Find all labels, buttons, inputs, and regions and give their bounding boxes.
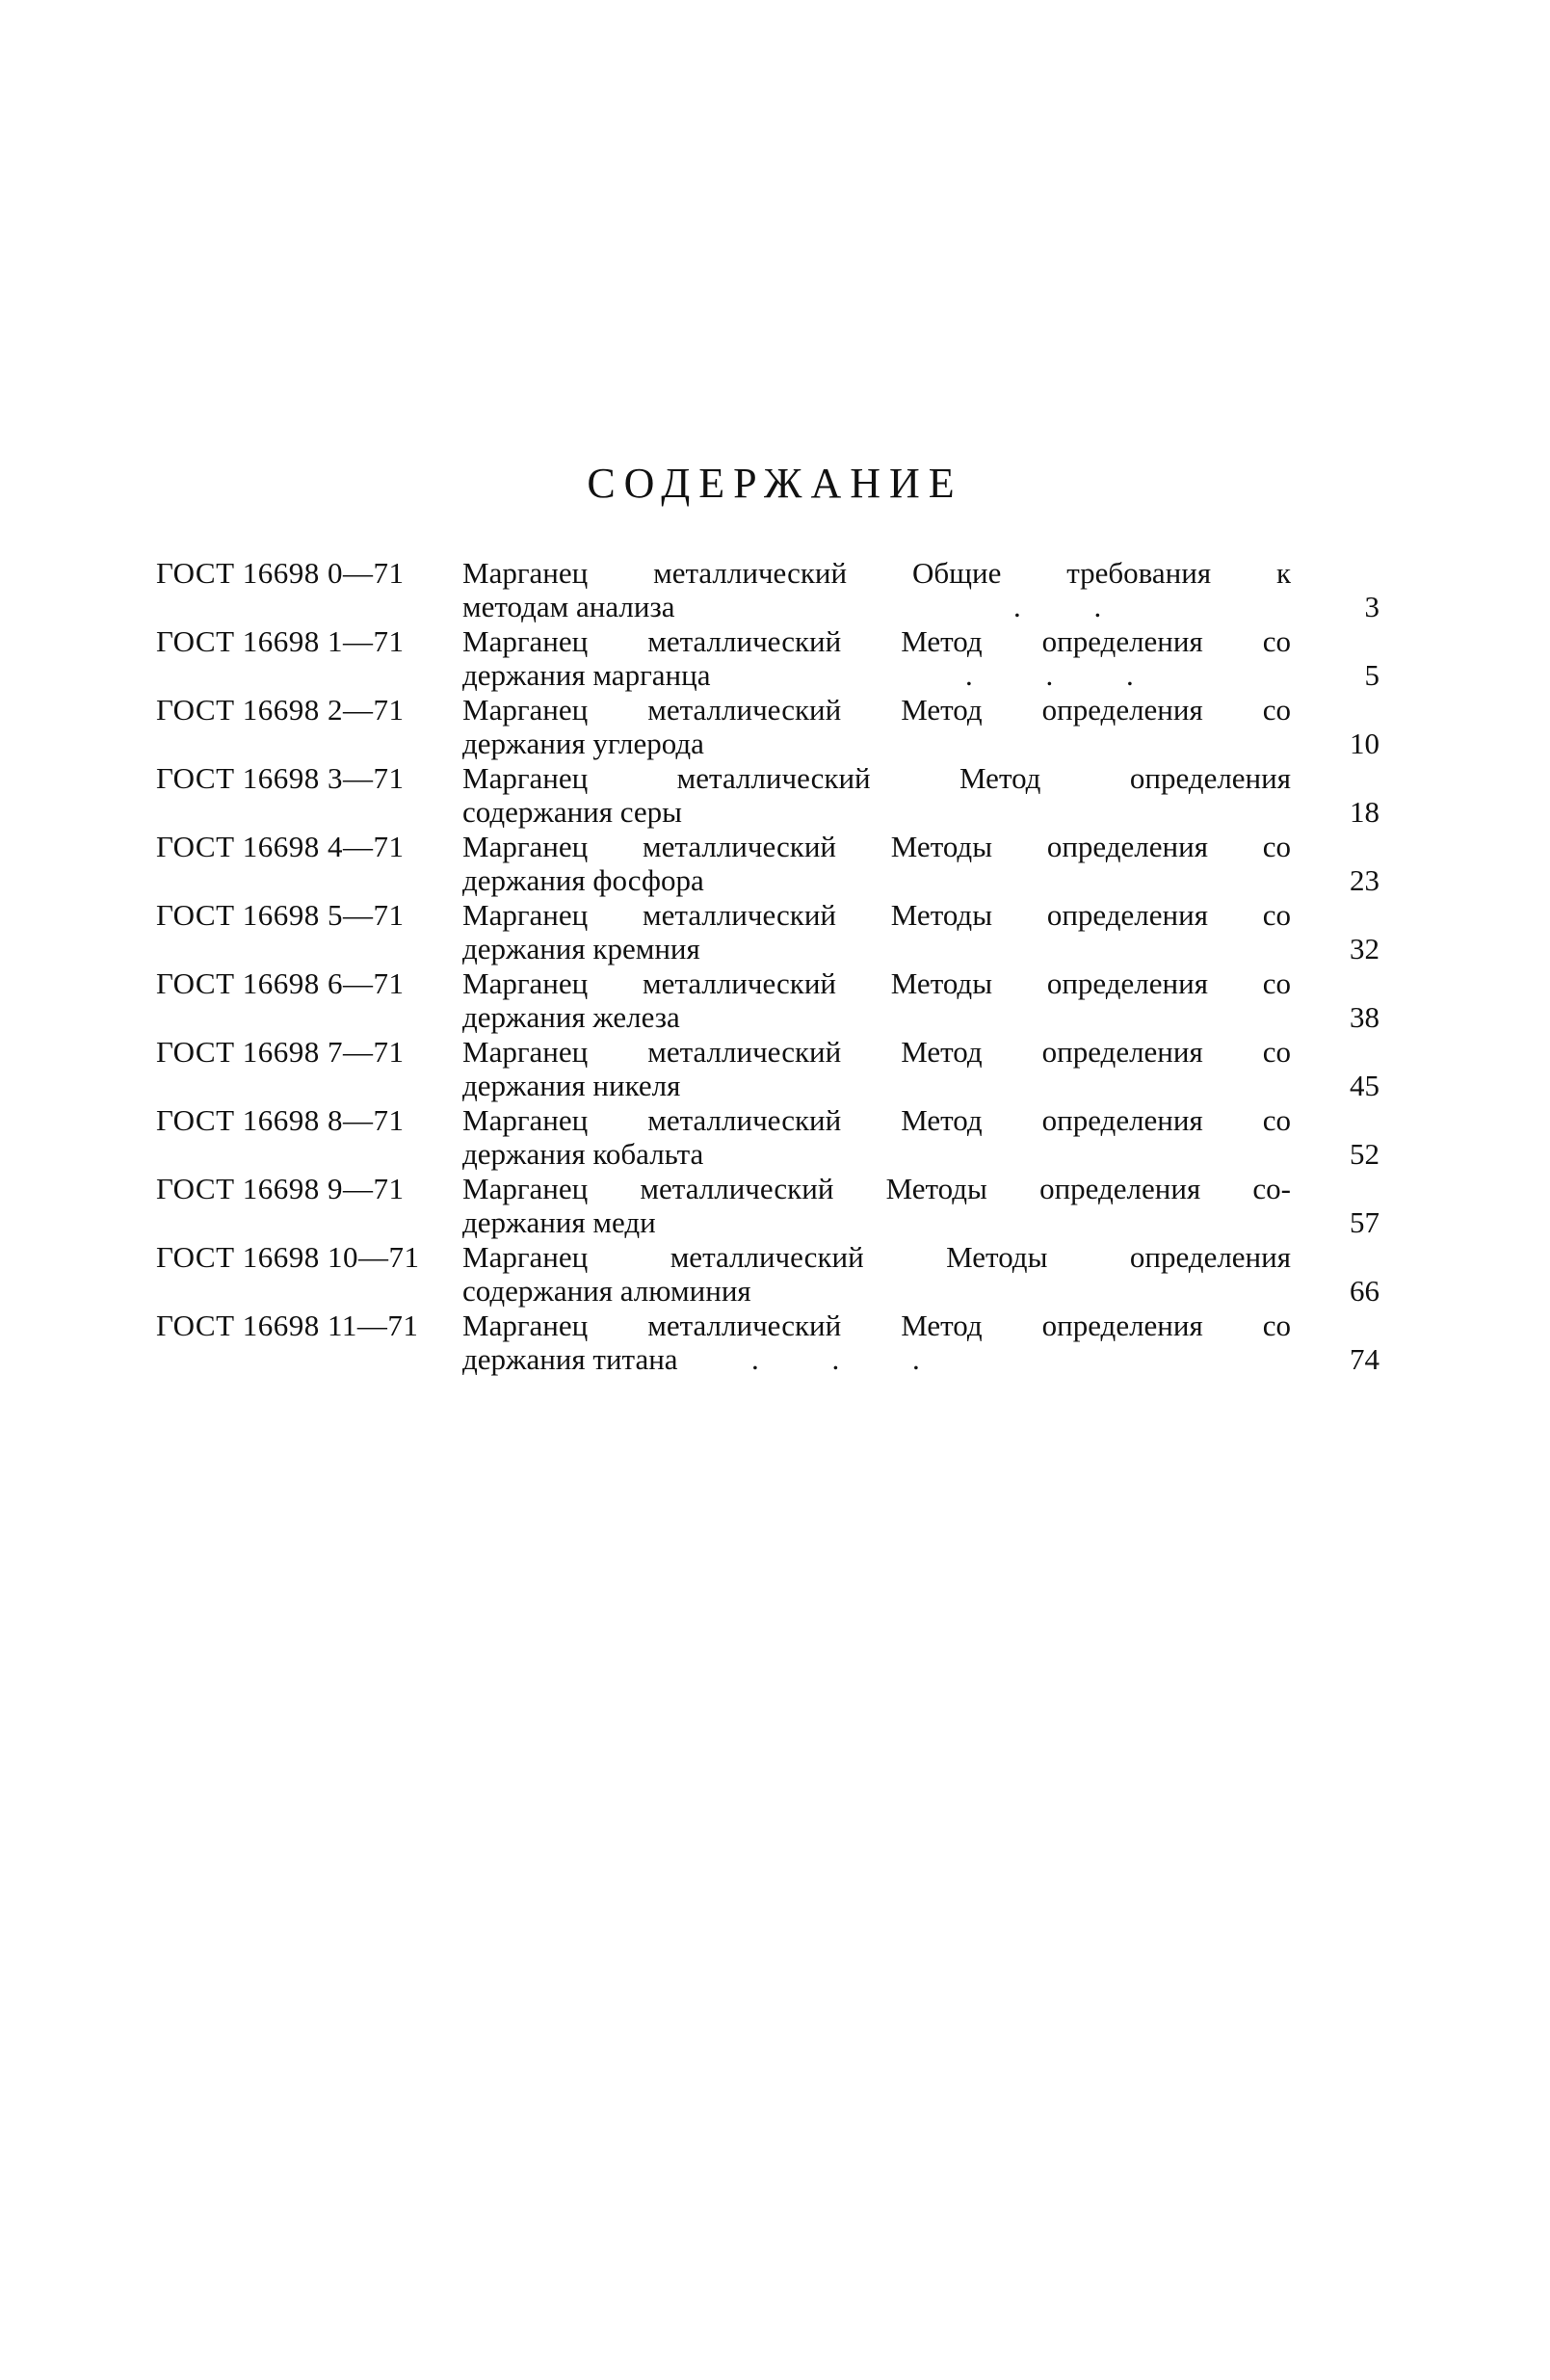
standard-title: Марганец металлический Метод определения xyxy=(462,761,1291,795)
standard-title: Марганец металлический Метод определения со xyxy=(462,693,1291,727)
page-number: 10 xyxy=(1350,727,1379,760)
toc-entry xyxy=(156,1035,1379,1103)
gost-number: ГОСТ 16698 0—71 xyxy=(156,556,405,590)
toc-entry xyxy=(156,1240,1379,1309)
toc-entry xyxy=(156,898,1379,966)
gost-number: ГОСТ 16698 4—71 xyxy=(156,830,405,863)
page-number: 38 xyxy=(1350,1000,1379,1034)
toc-entry xyxy=(156,1309,1379,1377)
dot-leaders: . . . xyxy=(965,658,1167,692)
dot-leaders: . . xyxy=(1013,590,1135,623)
standard-title-continuation: методам анализа xyxy=(462,590,675,623)
standard-title: Марганец металлический Методы определения xyxy=(462,1240,1291,1274)
toc-entry-first-line xyxy=(156,1103,1291,1138)
toc-entry xyxy=(156,1103,1379,1172)
toc-entry-first-line xyxy=(156,556,1291,591)
gost-number: ГОСТ 16698 7—71 xyxy=(156,1035,405,1069)
gost-number: ГОСТ 16698 1—71 xyxy=(156,624,405,658)
toc-entry xyxy=(156,1172,1379,1240)
toc-entry-first-line xyxy=(156,761,1291,796)
standard-title: Марганец металлический Методы определения со xyxy=(462,830,1291,863)
toc-entry xyxy=(156,830,1379,898)
standard-title-continuation: держания титана xyxy=(462,1342,678,1376)
toc-entry xyxy=(156,761,1379,830)
page-number: 74 xyxy=(1350,1342,1379,1376)
standard-title-continuation: держания кобальта xyxy=(462,1137,704,1171)
page-number: 66 xyxy=(1350,1274,1379,1308)
gost-number: ГОСТ 16698 2—71 xyxy=(156,693,405,727)
standard-title: Марганец металлический Метод определения со xyxy=(462,624,1291,658)
toc-entry xyxy=(156,556,1379,624)
standard-title: Марганец металлический Метод определения со xyxy=(462,1309,1291,1342)
table-of-contents xyxy=(156,556,1379,1377)
standard-title-continuation: держания фосфора xyxy=(462,863,704,897)
page-number: 18 xyxy=(1350,795,1379,829)
page-number: 32 xyxy=(1350,932,1379,965)
gost-number: ГОСТ 16698 11—71 xyxy=(156,1309,419,1342)
page-number: 45 xyxy=(1350,1069,1379,1102)
standard-title-continuation: держания железа xyxy=(462,1000,680,1034)
page-number: 57 xyxy=(1350,1205,1379,1239)
toc-entry-first-line xyxy=(156,1309,1291,1343)
standard-title: Марганец металлический Метод определения со xyxy=(462,1035,1291,1069)
gost-number: ГОСТ 16698 3—71 xyxy=(156,761,405,795)
page-number: 52 xyxy=(1350,1137,1379,1171)
gost-number: ГОСТ 16698 6—71 xyxy=(156,966,405,1000)
standard-title-continuation: держания марганца xyxy=(462,658,711,692)
standard-title: Марганец металлический Методы определения со xyxy=(462,966,1291,1000)
page-title: СОДЕРЖАНИЕ xyxy=(587,460,963,507)
standard-title-continuation: содержания серы xyxy=(462,795,682,829)
standard-title: Марганец металлический Методы определения со xyxy=(462,898,1291,932)
standard-title: Марганец металлический Метод определения со xyxy=(462,1103,1291,1137)
toc-entry-first-line xyxy=(156,693,1291,727)
page-number: 3 xyxy=(1364,590,1379,623)
page-number: 23 xyxy=(1350,863,1379,897)
toc-entry-first-line xyxy=(156,1240,1291,1275)
toc-entry-first-line xyxy=(156,1035,1291,1070)
standard-title: Марганец металлический Общие требования к xyxy=(462,556,1291,590)
toc-entry-first-line xyxy=(156,624,1291,659)
gost-number: ГОСТ 16698 8—71 xyxy=(156,1103,405,1137)
page-number: 5 xyxy=(1364,658,1379,692)
standard-title-continuation: держания меди xyxy=(462,1205,656,1239)
toc-entry xyxy=(156,624,1379,693)
standard-title-continuation: держания никеля xyxy=(462,1069,681,1102)
gost-number: ГОСТ 16698 10—71 xyxy=(156,1240,420,1274)
standard-title: Марганец металлический Методы определения со- xyxy=(462,1172,1291,1205)
toc-entry-first-line xyxy=(156,1172,1291,1206)
toc-entry-first-line xyxy=(156,830,1291,864)
standard-title-continuation: держания кремния xyxy=(462,932,700,965)
toc-entry-first-line xyxy=(156,966,1291,1001)
dot-leaders: . . . xyxy=(751,1342,953,1376)
standard-title-continuation: содержания алюминия xyxy=(462,1274,751,1308)
toc-entry xyxy=(156,693,1379,761)
gost-number: ГОСТ 16698 9—71 xyxy=(156,1172,405,1205)
gost-number: ГОСТ 16698 5—71 xyxy=(156,898,405,932)
toc-entry xyxy=(156,966,1379,1035)
toc-entry-first-line xyxy=(156,898,1291,933)
standard-title-continuation: держания углерода xyxy=(462,727,704,760)
